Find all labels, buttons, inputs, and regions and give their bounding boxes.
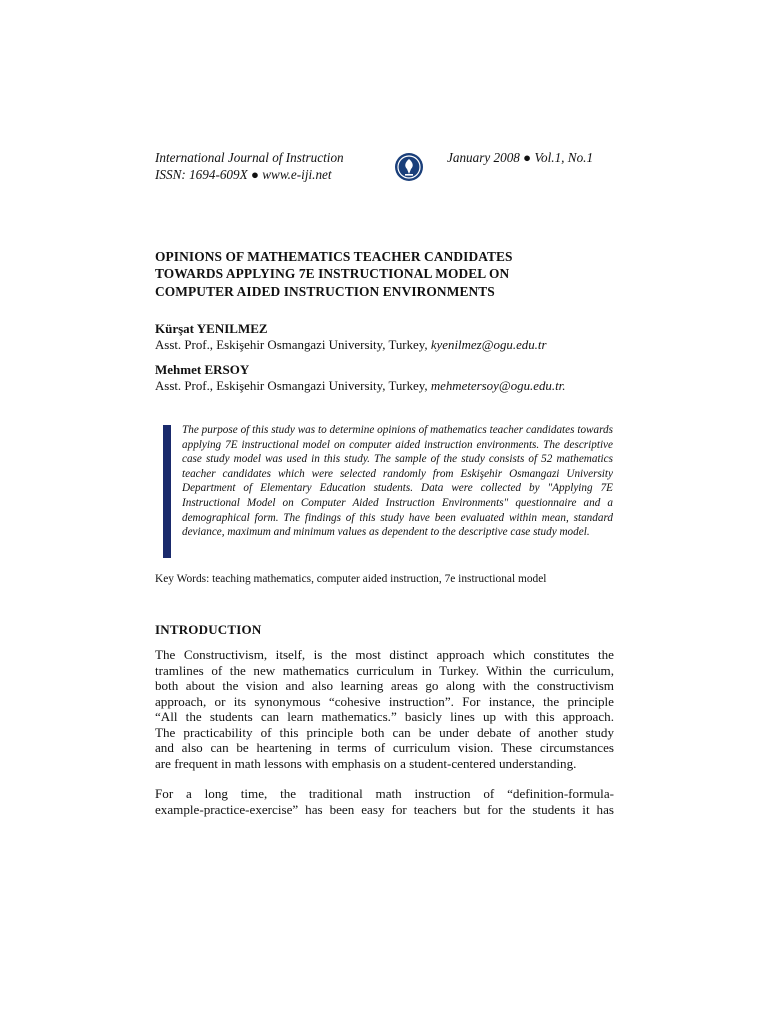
paragraph-line: For a long time, the traditional math instruction of “definition-formula- <box>155 786 614 801</box>
paragraph-line: The practicability of this principle both can be under debate of another study <box>155 724 614 740</box>
abstract-sidebar-bar <box>163 425 171 558</box>
author-affiliation <box>155 379 565 394</box>
author-email: mehmetersoy@ogu.edu.tr. <box>430 379 566 393</box>
paragraph-line: and also can be heartening in terms of curriculum vision. These circumstances <box>155 740 614 755</box>
paragraph-line: “All the students can learn mathematics.” basicly lines up with this approach. <box>155 709 614 724</box>
section-heading-introduction: INTRODUCTION <box>155 622 262 637</box>
paragraph-line: The Constructivism, itself, is the most distinct approach which constitutes the <box>155 647 614 662</box>
title-line: TOWARDS APPLYING 7E INSTRUCTIONAL MODEL ON <box>155 266 510 282</box>
paragraph <box>155 786 614 817</box>
affiliation-text: Asst. Prof., Eskişehir Osmangazi University, Turkey, <box>155 338 431 352</box>
paragraph-line: both about the vision and also learning areas go along with the constructivism <box>155 678 614 693</box>
paragraph-line: tramlines of the new mathematics curriculum in Turkey. Within the curriculum, <box>155 662 614 678</box>
title-line: OPINIONS OF MATHEMATICS TEACHER CANDIDATES <box>155 249 513 264</box>
paragraph-line: example-practice-exercise” has been easy for teachers but for the students it has <box>155 801 614 817</box>
paragraph <box>155 647 614 771</box>
issue-info: January 2008 ● Vol.1, No.1 <box>447 150 594 165</box>
author-email: kyenilmez@ogu.edu.tr <box>430 338 547 352</box>
author-name: Mehmet ERSOY <box>155 362 250 377</box>
author-name: Kürşat YENILMEZ <box>155 321 268 336</box>
issn-line: ISSN: 1694-609X ● www.e-iji.net <box>155 167 332 182</box>
keywords: Key Words: teaching mathematics, computer aided instruction, 7e instructional model <box>155 573 547 585</box>
paper-title <box>155 248 625 300</box>
paragraph-line: approach, or its synonymous “cohesive instruction”. For instance, the principle <box>155 693 614 709</box>
affiliation-text: Asst. Prof., Eskişehir Osmangazi University, Turkey, <box>155 379 431 393</box>
author-affiliation <box>155 338 547 353</box>
title-line: COMPUTER AIDED INSTRUCTION ENVIRONMENTS <box>155 283 495 299</box>
journal-header <box>155 149 344 183</box>
abstract: The purpose of this study was to determine opinions of mathematics teacher candidates towards applying 7E instructional model on computer aided instruction environments. The descriptive case study model was used in this study. The sample of the study consists of 52 mathematics teacher candidates which were selected randomly from Eskişehir Osmangazi University Department of Elementary Education students. Data were collected by "Applying 7E Instructional Model on Computer Aided Instruction Environments" questionnaire and a demographical form. The findings of this study have been evaluated within mean, standard deviance, maximum and minimum values as dependent to the descriptive case study model. <box>182 424 613 539</box>
journal-logo-icon <box>394 152 424 182</box>
journal-name: International Journal of Instruction <box>155 150 344 165</box>
paragraph-line: are frequent in math lessons with emphasis on a student-centered understanding. <box>155 755 577 771</box>
